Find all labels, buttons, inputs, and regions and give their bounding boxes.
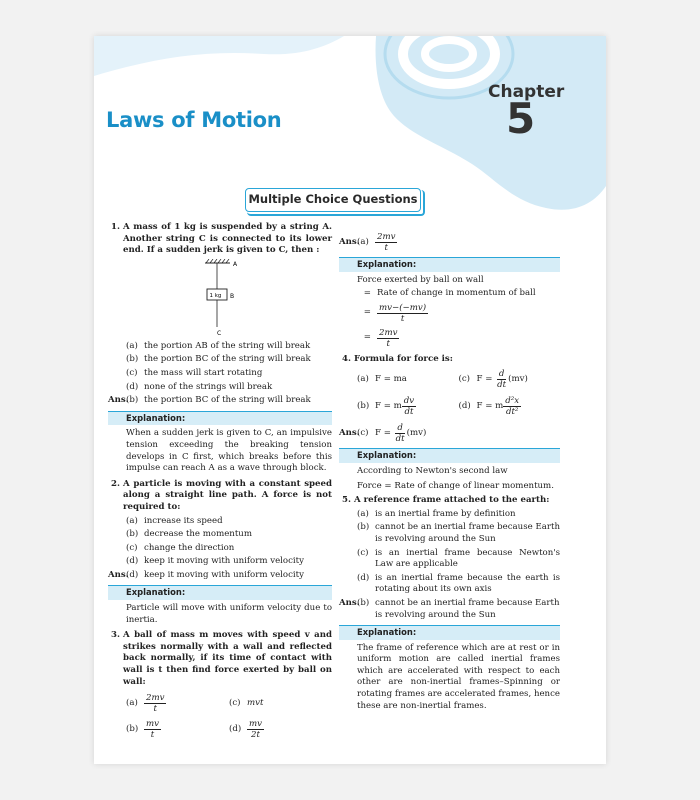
option: (d) is an inertial frame because the earth is rotating about its own axis xyxy=(357,572,560,595)
explanation-header: Explanation: xyxy=(339,257,560,272)
option: (d) keep it moving with uniform velocity xyxy=(126,556,304,567)
option: (c) F = $\frac{d}{dt}$ (mv) xyxy=(458,369,528,391)
option: (a) is an inertial frame by definition xyxy=(357,508,516,519)
question-1 xyxy=(108,222,332,257)
explanation-header: Explanation: xyxy=(339,448,560,463)
option: (b) decrease the momentum xyxy=(126,529,252,540)
explanation-5: The frame of reference which are at rest or in uniform motion are called inertial frames which are accelerated with respect to each other are non-inertial frames–Spinning or rotating frames are accelerated frames, hence these are non-inertial frames. xyxy=(357,642,560,711)
left-column xyxy=(108,219,332,740)
option: (c) the mass will start rotating xyxy=(126,367,263,378)
option: (a) F = ma xyxy=(357,374,407,385)
question-3-options-row xyxy=(126,693,332,714)
option: (b) $\frac{mv}{t}$ xyxy=(126,719,160,741)
explanation-2: Particle will move with uniform velocity due to inertia. xyxy=(126,603,332,625)
question-4-options-row xyxy=(357,396,560,417)
book-page xyxy=(94,36,606,764)
answer-4: Ans. (c) F = $\frac{d}{dt}$ (mv) xyxy=(339,423,427,445)
explanation-header: Explanation: xyxy=(339,625,560,640)
figure-label-b: B xyxy=(230,292,235,300)
question-4: 4. Formula for force is: xyxy=(342,353,453,364)
figure-label-c: C xyxy=(217,329,222,337)
option: (a) the portion AB of the string will break xyxy=(126,340,311,351)
question-number: 1. xyxy=(111,222,120,232)
explanation-1: When a sudden jerk is given to C, an impulsive tension exceeding the breaking tension develops in C first, which breaks before this impulse can reach A as a wave through block. xyxy=(126,428,332,474)
explanation-4: According to Newton's second law Force = Rate of change of linear momentum. xyxy=(357,465,554,491)
question-5: 5. A reference frame attached to the earth: xyxy=(342,495,550,506)
answer-2: Ans. (d) keep it moving with uniform velocity xyxy=(108,569,304,580)
explanation-header: Explanation: xyxy=(108,411,332,426)
option: (c) is an inertial frame because Newton's Law are applicable xyxy=(357,547,560,570)
figure-mass-label: 1 kg xyxy=(209,292,222,299)
answer-3: Ans. (a) $\frac{2mv}{t}$ xyxy=(339,232,396,253)
option: (d) $\frac{mv}{2t}$ xyxy=(229,719,263,741)
chapter-label: Chapter xyxy=(488,82,565,102)
option: (a) $\frac{2mv}{t}$ xyxy=(126,693,165,715)
question-3: 3. A ball of mass m moves with speed v and strikes normally with a wall and reflected back normally, if its time of contact with wall is t then find force exerted by ball on wall: xyxy=(111,630,332,687)
question-3-options-row xyxy=(126,719,332,740)
option: (d) F = m $\frac{\text{d²x}}{\text{dt²}}$ xyxy=(458,396,520,418)
mass-string-figure xyxy=(108,259,332,339)
option: (d) none of the strings will break xyxy=(126,381,273,392)
question-1-options xyxy=(108,341,332,393)
right-column xyxy=(339,232,560,712)
question-4-options-row xyxy=(357,369,560,390)
option: (b) the portion BC of the string will break xyxy=(126,354,311,365)
option: (a) increase its speed xyxy=(126,515,223,526)
explanation-3: Force exerted by ball on wall = Rate of change in momentum of ball = $\frac{mv-(-mv)}{t}$ = $\frac{2mv}{t}$ xyxy=(357,274,536,349)
chapter-title: Laws of Motion xyxy=(106,108,282,132)
option: (c) mvt xyxy=(229,697,264,708)
question-2: 2. A particle is moving with a constant speed along a straight line path. A force is not required to: xyxy=(111,478,332,512)
option: (c) change the direction xyxy=(126,542,235,553)
answer-1: Ans. (b) the portion BC of the string will break xyxy=(108,395,311,406)
section-badge: Multiple Choice Questions xyxy=(245,188,421,212)
question-text: A mass of 1 kg is suspended by a string A. Another string C is connected to its lower end. If a sudden jerk is given to C, then : xyxy=(123,222,332,256)
option: (b) cannot be an inertial frame because Earth is revolving around the Sun xyxy=(357,522,560,544)
option: (b) F = m $\frac{dv}{dt}$ xyxy=(357,396,415,418)
answer-5: Ans. (b) cannot be an inertial frame because Earth is revolving around the Sun xyxy=(339,597,560,620)
explanation-header: Explanation: xyxy=(108,585,332,600)
figure-label-a: A xyxy=(233,260,238,268)
chapter-number: 5 xyxy=(506,94,536,143)
